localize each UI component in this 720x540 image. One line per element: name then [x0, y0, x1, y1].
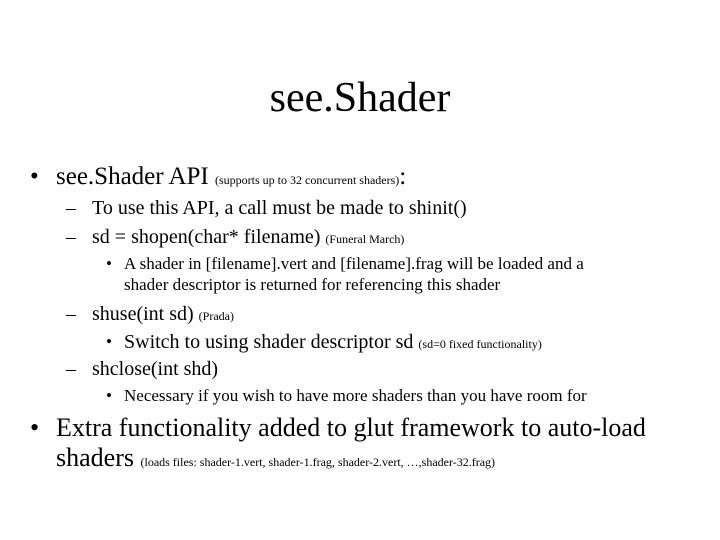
- sub-note: (Prada): [198, 309, 234, 323]
- dash-icon: –: [66, 226, 76, 248]
- bullet-icon: •: [106, 386, 112, 405]
- subsub-necessary: Necessary if you wish to have more shaders than you have room for: [124, 386, 587, 405]
- bullet-extra-functionality-cont: [56, 443, 495, 477]
- bullet-icon: •: [106, 254, 112, 273]
- dash-icon: –: [66, 358, 76, 380]
- subsub-note: (sd=0 fixed functionality): [418, 337, 542, 351]
- sub-shuse: [92, 302, 234, 328]
- sub-note: (Funeral March): [325, 232, 405, 246]
- sub-text: sd = shopen(char* filename): [92, 226, 326, 248]
- subsub-switch: [124, 330, 542, 356]
- bullet-note: (loads files: shader-1.vert, shader-1.frag, shader-2.vert, …,shader-32.frag): [140, 455, 496, 469]
- bullet-icon: •: [30, 413, 40, 442]
- sub-shopen: [92, 225, 404, 251]
- sub-text: shuse(int sd): [92, 303, 199, 325]
- bullet-seeshader-api: [56, 162, 406, 195]
- bullet-text: shaders: [56, 443, 141, 472]
- sub-shclose: shclose(int shd): [92, 358, 219, 380]
- subsub-text: Switch to using shader descriptor sd: [124, 331, 419, 353]
- dash-icon: –: [66, 197, 76, 219]
- dash-icon: –: [66, 303, 76, 325]
- bullet-tail: :: [399, 163, 407, 190]
- bullet-text: see.Shader API: [56, 163, 215, 190]
- bullet-icon: •: [106, 332, 112, 351]
- bullet-note: (supports up to 32 concurrent shaders): [215, 173, 400, 187]
- bullet-icon: •: [30, 163, 39, 190]
- slide-title: see.Shader: [269, 75, 451, 121]
- sub-shinit: To use this API, a call must be made to shinit(): [92, 197, 467, 219]
- subsub-shader-loaded-cont: shader descriptor is returned for referencing this shader: [124, 275, 501, 294]
- subsub-shader-loaded: A shader in [filename].vert and [filename].frag will be loaded and a: [124, 254, 584, 273]
- bullet-extra-functionality: Extra functionality added to glut framework to auto-load: [56, 413, 646, 442]
